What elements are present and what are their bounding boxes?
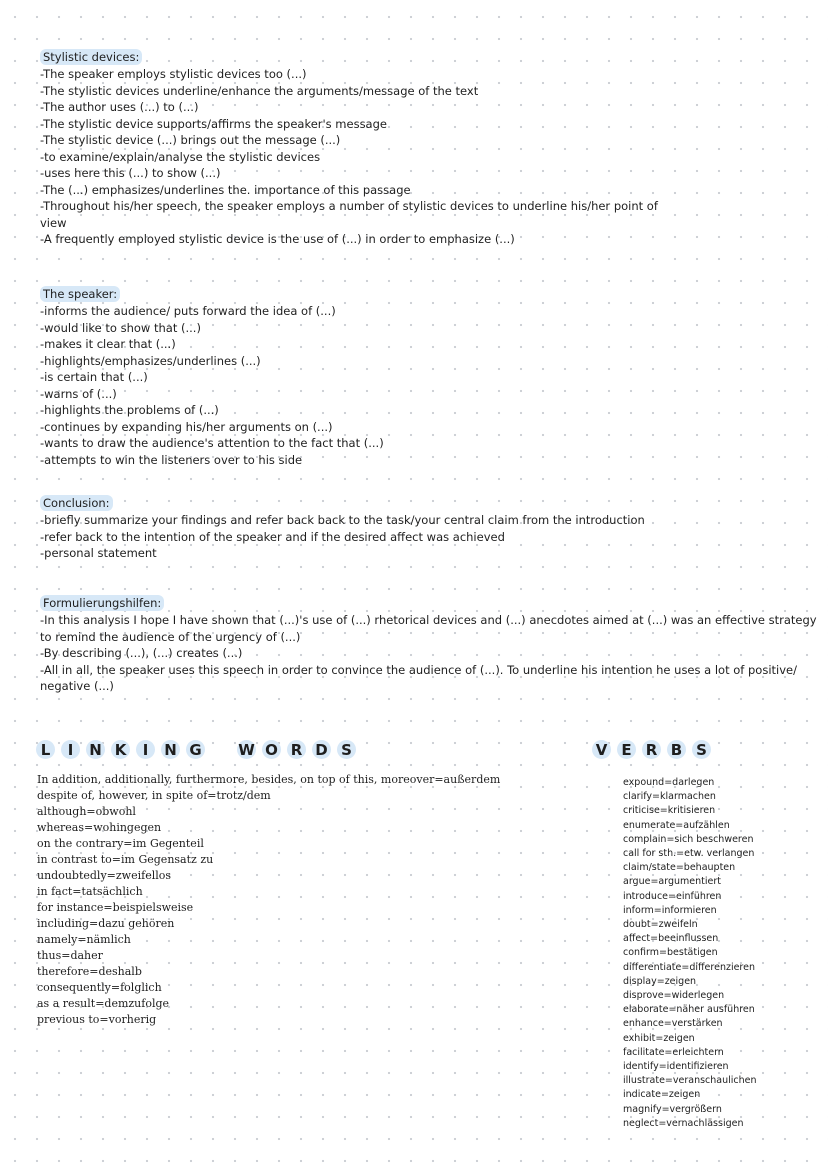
speaker-section — [40, 283, 384, 468]
linking-word-item: therefore=deshalb — [37, 965, 142, 978]
linking-word-item: although=obwohl — [37, 805, 136, 818]
verb-item: criticise=kritisieren — [623, 805, 716, 817]
conclusion-line: -refer back to the intention of the speaker and if the desired affect was achieved — [40, 529, 505, 544]
verb-item: affect=beeinflussen — [623, 933, 719, 945]
title-letter: L — [36, 740, 55, 759]
linking-word-item: previous to=vorherig — [37, 1013, 157, 1026]
verb-item: complain=sich beschweren — [623, 833, 754, 845]
stylistic-line: -uses here this (...) to show (...) — [40, 166, 221, 180]
verb-item: neglect=vernachlässigen — [623, 1117, 744, 1129]
conclusion-heading: Conclusion: — [40, 495, 113, 511]
conclusion-list — [40, 512, 645, 562]
linking-word-item: In addition, additionally, furthermore, besides, on top of this, moreover=außerdem — [37, 773, 501, 786]
title-spacer — [211, 740, 237, 759]
speaker-line: -warns of (...) — [40, 386, 117, 401]
formulierungshilfen-list — [40, 612, 817, 695]
linking-word-item: thus=daher — [37, 949, 103, 962]
formulierung-line: -By describing (...), (...) creates (...) — [40, 646, 243, 660]
formulierung-line: -In this analysis I hope I have shown that (...)'s use of (...) rhetorical devices and (...) anecdotes aimed at (...) was an effective strategy — [40, 613, 817, 627]
linking-word-item: in fact=tatsächlich — [37, 885, 143, 898]
title-letter: B — [667, 740, 686, 759]
verbs-title — [592, 740, 717, 759]
speaker-line: -wants to draw the audience's attention to the fact that (...) — [40, 436, 384, 450]
conclusion-section — [40, 492, 645, 562]
speaker-line: -continues by expanding his/her arguments on (...) — [40, 419, 333, 434]
verb-item: exhibit=zeigen — [623, 1032, 695, 1044]
formulierungshilfen-heading: Formulierungshilfen: — [40, 595, 164, 611]
verb-item: introduce=einführen — [623, 890, 722, 902]
verb-item: indicate=zeigen — [623, 1089, 701, 1101]
speaker-line: -is certain that (...) — [40, 370, 148, 384]
stylistic-line: -The stylistic devices underline/enhance the arguments/message of the text — [40, 83, 479, 98]
speaker-line: -informs the audience/ puts forward the idea of (...) — [40, 304, 336, 318]
stylistic-line: -Throughout his/her speech, the speaker employs a number of stylistic devices to underline his/her point of — [40, 199, 658, 213]
verb-item: doubt=zweifeln — [623, 919, 698, 931]
formulierungshilfen-section — [40, 592, 817, 695]
verb-item: enhance=verstärken — [623, 1018, 723, 1030]
conclusion-line: -briefly summarize your findings and refer back back to the task/your central claim from the introduction — [40, 513, 645, 527]
title-letter: R — [287, 740, 306, 759]
linking-word-item: as a result=demzufolge — [37, 997, 170, 1010]
verb-item: illustrate=veranschaulichen — [623, 1075, 757, 1087]
speaker-heading: The speaker: — [40, 286, 120, 302]
speaker-line: -highlights the problems of (...) — [40, 403, 219, 417]
verb-item: claim/state=behaupten — [623, 862, 736, 874]
linking-word-item: namely=nämlich — [37, 933, 131, 946]
conclusion-line: -personal statement — [40, 546, 157, 560]
stylistic-line: view — [40, 215, 67, 230]
linking-word-item: consequently=folglich — [37, 981, 162, 994]
stylistic-devices-list — [40, 66, 658, 248]
title-letter: D — [312, 740, 331, 759]
title-letter: S — [692, 740, 711, 759]
verb-item: argue=argumentiert — [623, 876, 721, 888]
linking-word-item: despite of, however, in spite of=trotz/dem — [37, 789, 271, 802]
title-letter: G — [186, 740, 205, 759]
stylistic-line: -to examine/explain/analyse the stylistic devices — [40, 149, 321, 164]
verb-item: display=zeigen — [623, 975, 697, 987]
title-letter: K — [111, 740, 130, 759]
verb-item: confirm=bestätigen — [623, 947, 718, 959]
title-letter: S — [337, 740, 356, 759]
formulierung-line: -All in all, the speaker uses this speech in order to convince the audience of (...). To underline his intention he uses a lot of positive/ — [40, 662, 797, 677]
stylistic-line: -The speaker employs stylistic devices too (...) — [40, 67, 307, 81]
speaker-line: -makes it clear that (...) — [40, 337, 176, 351]
title-letter: R — [642, 740, 661, 759]
linking-words-title — [36, 740, 362, 759]
stylistic-devices-section — [40, 46, 658, 248]
title-letter: N — [161, 740, 180, 759]
stylistic-line: -The (...) emphasizes/underlines the. importance of this passage — [40, 182, 411, 197]
title-letter: I — [61, 740, 80, 759]
verb-item: clarify=klarmachen — [623, 791, 716, 803]
verb-item: disprove=widerlegen — [623, 990, 725, 1002]
verb-item: call for sth.=etw. verlangen — [623, 848, 755, 860]
verb-item: inform=informieren — [623, 904, 717, 916]
title-letter: W — [238, 740, 255, 759]
title-letter: E — [617, 740, 636, 759]
stylistic-devices-heading: Stylistic devices: — [40, 49, 142, 65]
linking-word-item: on the contrary=im Gegenteil — [37, 837, 204, 850]
title-letter: I — [136, 740, 155, 759]
title-letter: V — [592, 740, 611, 759]
verbs-list — [623, 776, 757, 1131]
title-letter: N — [86, 740, 105, 759]
speaker-line: -would like to show that (...) — [40, 320, 201, 335]
linking-word-item: for instance=beispielsweise — [37, 901, 194, 914]
linking-word-item: whereas=wohingegen — [37, 821, 162, 834]
verb-item: elaborate=näher ausführen — [623, 1004, 755, 1016]
stylistic-line: -The stylistic device (...) brings out the message (...) — [40, 133, 341, 147]
verb-item: facilitate=erleichtern — [623, 1046, 724, 1058]
verb-item: identify=identifizieren — [623, 1061, 729, 1073]
linking-word-item: including=dazu gehören — [37, 917, 175, 930]
verb-item: differentiate=differenzieren — [623, 961, 755, 973]
linking-words-list — [37, 772, 500, 1028]
stylistic-line: -A frequently employed stylistic device is the use of (...) in order to emphasize (...) — [40, 232, 515, 246]
formulierung-line: negative (...) — [40, 679, 114, 693]
speaker-list — [40, 303, 384, 468]
speaker-line: -attempts to win the listeners over to his side — [40, 452, 303, 467]
formulierung-line: to remind the audience of the urgency of (...) — [40, 629, 301, 644]
linking-word-item: undoubtedly=zweifellos — [37, 869, 172, 882]
linking-word-item: in contrast to=im Gegensatz zu — [37, 853, 214, 866]
speaker-line: -highlights/emphasizes/underlines (...) — [40, 353, 261, 368]
verb-item: enumerate=aufzählen — [623, 819, 730, 831]
verb-item: expound=darlegen — [623, 777, 715, 788]
stylistic-line: -The author uses (...) to (...) — [40, 100, 199, 114]
stylistic-line: -The stylistic device supports/affirms the speaker's message — [40, 116, 387, 131]
title-letter: O — [262, 740, 281, 759]
verb-item: magnify=vergrößern — [623, 1103, 722, 1115]
